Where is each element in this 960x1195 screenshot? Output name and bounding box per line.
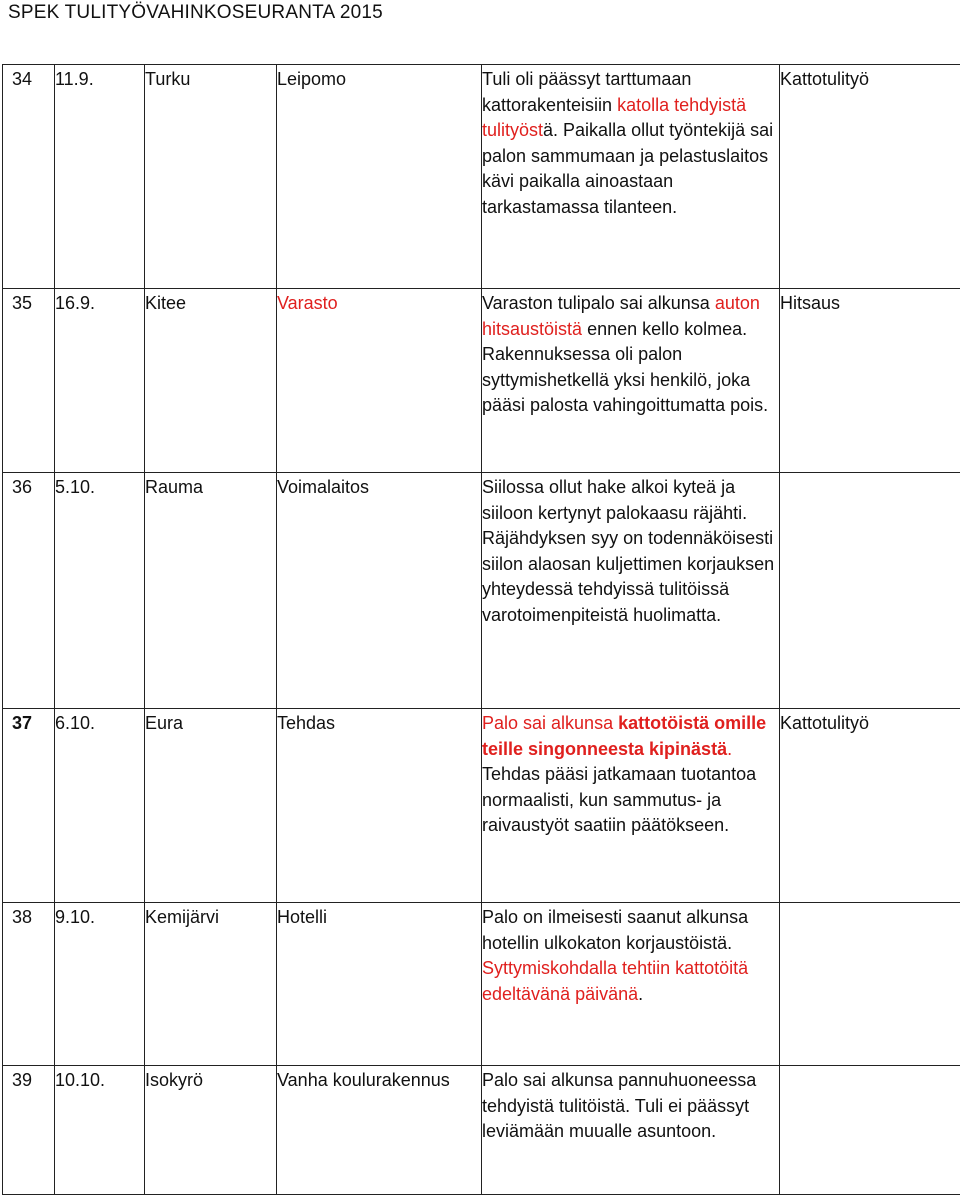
incident-object: Tehdas (277, 709, 482, 903)
incident-cause (780, 1066, 960, 1195)
incident-description (482, 473, 780, 709)
incident-number: 38 (3, 903, 55, 1066)
incident-object: Voimalaitos (277, 473, 482, 709)
incident-location: Eura (145, 709, 277, 903)
incident-cause: Hitsaus (780, 289, 960, 473)
description-text: Tuli oli päässyt tarttumaan kattorakenteisiin (482, 69, 691, 115)
description-text: ennen kello kolmea. (582, 319, 747, 339)
incident-table (2, 64, 960, 1195)
description-text: Palo sai alkunsa pannuhuoneessa tehdyistä tulitöistä. Tuli ei päässyt leviämään muualle asuntoon. (482, 1070, 756, 1141)
incident-date: 9.10. (55, 903, 145, 1066)
table-row (3, 289, 960, 473)
incident-location: Isokyrö (145, 1066, 277, 1195)
incident-description (482, 1066, 780, 1195)
description-text: Varaston tulipalo sai alkunsa (482, 293, 715, 313)
incident-cause (780, 903, 960, 1066)
incident-object: Vanha koulurakennus (277, 1066, 482, 1195)
incident-number: 36 (3, 473, 55, 709)
description-text: Tehdas pääsi jatkamaan tuotantoa normaalisti, kun sammutus- ja raivaustyöt saatiin päätökseen. (482, 764, 756, 835)
incident-date: 5.10. (55, 473, 145, 709)
incident-object: Varasto (277, 289, 482, 473)
incident-number: 37 (3, 709, 55, 903)
description-text: . (727, 739, 732, 759)
description-text: Syttymiskohdalla tehtiin kattotöitä edeltävänä päivänä (482, 958, 748, 1004)
incident-location: Kitee (145, 289, 277, 473)
description-text: Palo sai alkunsa (482, 713, 618, 733)
incident-location: Kemijärvi (145, 903, 277, 1066)
incident-date: 11.9. (55, 65, 145, 289)
incident-number: 35 (3, 289, 55, 473)
description-text: Siilossa ollut hake alkoi kyteä ja siiloon kertynyt palokaasu räjähti. Räjähdyksen syy on todennäköisesti siilon alaosan kuljettimen korjauksen yhteydessä tehdyissä tulitöissä varotoimenpiteistä huolimatta. (482, 477, 774, 625)
table-row (3, 709, 960, 903)
incident-object: Leipomo (277, 65, 482, 289)
incident-location: Turku (145, 65, 277, 289)
incident-description (482, 709, 780, 903)
incident-cause: Kattotulityö (780, 709, 960, 903)
incident-number: 34 (3, 65, 55, 289)
incident-description (482, 903, 780, 1066)
incident-cause (780, 473, 960, 709)
table-row (3, 1066, 960, 1195)
table-row (3, 903, 960, 1066)
incident-location: Rauma (145, 473, 277, 709)
table-row (3, 473, 960, 709)
description-text: . (638, 984, 643, 1004)
incident-description (482, 65, 780, 289)
incident-date: 10.10. (55, 1066, 145, 1195)
description-text: Rakennuksessa oli palon syttymishetkellä yksi henkilö, joka pääsi palosta vahingoittumatta pois. (482, 344, 768, 415)
page-header-title: SPEK TULITYÖVAHINKOSEURANTA 2015 (8, 2, 383, 24)
description-text: auton hitsaustöistä (482, 293, 760, 339)
description-text: kattotöistä omille teille singonneesta kipinästä (482, 713, 766, 759)
description-text: ä. Paikalla ollut työntekijä sai palon sammumaan ja pelastuslaitos kävi paikalla ainoastaan tarkastamassa tilanteen. (482, 120, 773, 217)
incident-date: 6.10. (55, 709, 145, 903)
table-row (3, 65, 960, 289)
incident-date: 16.9. (55, 289, 145, 473)
incident-description (482, 289, 780, 473)
incident-number: 39 (3, 1066, 55, 1195)
description-text: katolla tehdyistä tulityöst (482, 95, 746, 141)
incident-cause: Kattotulityö (780, 65, 960, 289)
incident-object: Hotelli (277, 903, 482, 1066)
description-text: Palo on ilmeisesti saanut alkunsa hotellin ulkokaton korjaustöistä. (482, 907, 748, 953)
